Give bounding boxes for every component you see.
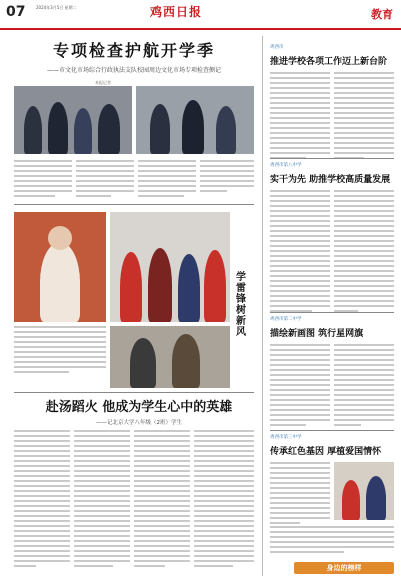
sidebar-divider — [262, 36, 263, 576]
page-number: 07 — [6, 4, 26, 20]
sidebar-divider-3 — [270, 430, 394, 431]
story2-title: 赴汤蹈火 他成为学生心中的英雄 — [45, 400, 233, 415]
story2-subtitle: ——记北京大学八年级（2班）学生 — [95, 420, 182, 426]
masthead — [0, 0, 401, 30]
sidebar-block4-photo — [334, 462, 394, 520]
lead-headline-block — [14, 38, 254, 74]
lead-column-3 — [138, 160, 196, 200]
story2-column-2 — [74, 430, 130, 570]
feature-photo-portrait — [14, 212, 106, 322]
sidebar-block3-label: 鸡西市第二中学 — [270, 317, 302, 322]
sidebar-block4-label: 鸡西市第三中学 — [270, 435, 302, 440]
story2-column-1 — [14, 430, 70, 570]
story2-headline-block — [14, 396, 264, 426]
feature-caption — [14, 326, 106, 376]
lead-title: 专项检查护航开学季 — [52, 41, 215, 60]
date-line: 2024年3月5日 星期二 — [36, 5, 77, 10]
section-divider — [14, 204, 254, 205]
sidebar-block1-col1 — [270, 72, 330, 162]
sidebar-block4-tail — [270, 526, 394, 556]
lead-subtitle: ——市文化市场综合行政执法支队校园周边文化市场专项检查侧记 — [46, 67, 221, 74]
sidebar-block3-title: 描绘新画图 筑行星网旗 — [270, 329, 364, 339]
lead-photo-left — [14, 86, 132, 154]
sidebar-block2-col2 — [334, 190, 394, 315]
sidebar-divider-1 — [270, 158, 394, 159]
sidebar-block2-col1 — [270, 190, 330, 315]
sidebar-block2-label: 鸡西市第八中学 — [270, 163, 302, 168]
lead-column-4 — [200, 160, 254, 195]
newspaper-logo: 鸡西日报 — [150, 5, 203, 19]
sidebar-block4-col1 — [270, 462, 330, 527]
lead-photo-right — [136, 86, 254, 154]
sidebar-block2-title: 实干为先 助推学校高质量发展 — [270, 175, 391, 185]
story2-column-3 — [134, 430, 190, 570]
feature-photo-bottom — [110, 326, 230, 388]
sidebar-divider-2 — [270, 312, 394, 313]
sidebar-block1-label: 鸡西市 — [270, 45, 284, 50]
sidebar-block1-title: 推进学校各项工作迈上新台阶 — [270, 57, 388, 67]
feature-photo-group — [110, 212, 230, 322]
sidebar-block4-title: 传承红色基因 厚植爱国情怀 — [270, 447, 382, 457]
story2-column-4 — [194, 430, 254, 570]
section-divider-2 — [14, 392, 254, 393]
sidebar-block3-col1 — [270, 344, 330, 429]
section-name: 教育 — [371, 8, 393, 21]
footer-badge: 身边的榜样 — [294, 562, 394, 574]
lead-column-2 — [76, 160, 134, 200]
vertical-title: 学雷锋 树新风 — [236, 272, 246, 338]
lead-column-1 — [14, 160, 72, 200]
sidebar-block3-col2 — [334, 344, 394, 429]
sidebar-block1-col2 — [334, 72, 394, 162]
lead-byline: 本报记者 — [95, 80, 111, 85]
